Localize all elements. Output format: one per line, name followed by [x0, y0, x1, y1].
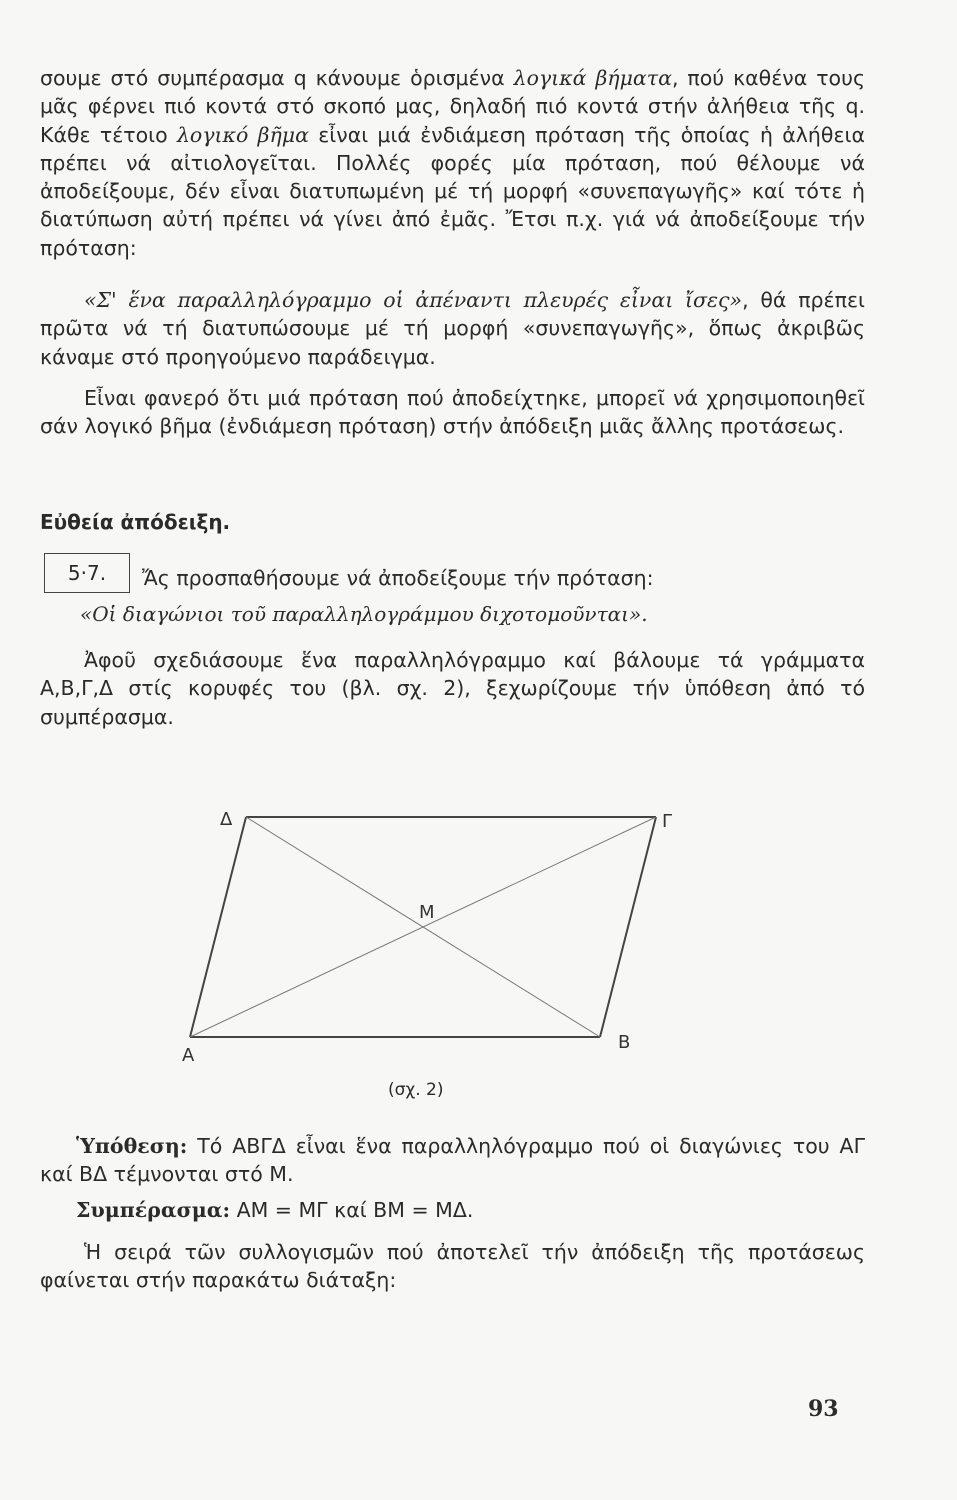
- para1-italic-2: λογικό βῆμα: [176, 122, 309, 147]
- hypothesis-text: Τό ΑΒΓΔ εἶναι ἕνα παραλληλόγραμμο πού οἱ διαγώνιες του ΑΓ καί ΒΔ τέμνονται στό Μ.: [40, 1134, 865, 1187]
- vertex-label-a: Α: [182, 1045, 195, 1066]
- vertex-label-d: Δ: [220, 809, 233, 830]
- construction-text: Ἀφοῦ σχεδιάσουμε ἕνα παραλληλόγραμμο καί βάλουμε τά γράμματα Α,Β,Γ,Δ στίς κορυφές του (βλ. σχ. 2), ξεχωρίζουμε τήν ὑπόθεση ἀπό τό συμπέρασμα.: [40, 648, 865, 729]
- hypothesis-label: Ὑπόθεση:: [76, 1134, 188, 1158]
- paragraph-proof-order: [40, 1238, 865, 1295]
- conclusion-label: Συμπέρασμα:: [76, 1198, 231, 1222]
- figure-caption: (σχ. 2): [388, 1080, 444, 1100]
- section-quote: «Οἱ διαγώνιοι τοῦ παραλληλογράμμου διχοτομοῦνται».: [80, 602, 648, 626]
- paragraph-conclusion: [40, 1196, 865, 1224]
- example-quote: «Σ' ἕνα παραλληλόγραμμο οἱ ἀπέναντι πλευρές εἶναι ἴσες»: [84, 288, 743, 312]
- proof-order-text: Ἡ σειρά τῶν συλλογισμῶν πού ἀποτελεῖ τήν ἀπόδειξη τῆς προτάσεως φαίνεται στήν παρακάτω διάταξη:: [40, 1240, 865, 1293]
- paragraph-hypothesis: [40, 1132, 865, 1189]
- parallelogram-figure: [170, 800, 690, 1070]
- side-da: [190, 817, 246, 1037]
- paragraph-example: [40, 286, 865, 371]
- section-number-box: 5·7.: [44, 553, 130, 593]
- conclusion-text: ΑΜ = ΜΓ καί ΒΜ = ΜΔ.: [230, 1198, 474, 1222]
- paragraph-lemma: [40, 384, 865, 441]
- section-statement: Ἄς προσπαθήσουμε νά ἀποδείξουμε τήν πρόταση:: [142, 566, 654, 590]
- page-number: 93: [808, 1396, 839, 1422]
- vertex-label-g: Γ: [662, 811, 673, 832]
- side-bg: [600, 817, 656, 1037]
- vertex-label-b: Β: [618, 1032, 631, 1053]
- para1-text-1: σουμε στό συμπέρασμα q κάνουμε ὁρισμένα: [40, 66, 514, 90]
- lemma-text: Εἶναι φανερό ὅτι μιά πρόταση πού ἀποδείχτηκε, μπορεῖ νά χρησιμοποιηθεῖ σάν λογικό βῆμα (ἐνδιάμεση πρόταση) στήν ἀπόδειξη μιᾶς ἄλλης προτάσεως.: [40, 386, 865, 439]
- section-heading: Εὐθεία ἀπόδειξη.: [40, 510, 231, 534]
- midpoint-label-m: Μ: [419, 902, 435, 923]
- paragraph-intro: [40, 64, 865, 262]
- diagonal-bd: [246, 817, 600, 1037]
- para1-text-2: , πού καθένα τους μᾶς φέρνει πιό κοντά στό σκοπό μας, δηλαδή πιό κοντά στήν ἀλήθεια τῆς q. Κάθε τέτοιο: [40, 66, 865, 147]
- example-text: , θά πρέπει πρῶτα νά τή διατυπώσουμε μέ τή μορφή «συνεπαγωγῆς», ὅπως ἀκριβῶς κάναμε στό προηγούμενο παράδειγμα.: [40, 288, 865, 369]
- paragraph-construction: [40, 646, 865, 731]
- para1-italic-1: λογικά βήματα: [513, 66, 672, 90]
- para1-text-3: εἶναι μιά ἐνδιάμεση πρόταση τῆς ὁποίας ἡ ἀλήθεια πρέπει νά αἰτιολογεῖται. Πολλές φορές μία πρόταση, πού θέλουμε νά ἀποδείξουμε, δέν εἶναι διατυπωμένη μέ τή μορφή «συνεπαγωγῆς» καί τότε ἡ διατύπωση αὐτή πρέπει νά γίνει ἀπό ἐμᾶς. Ἔτσι π.χ. γιά νά ἀποδείξουμε τήν πρόταση:: [40, 122, 865, 260]
